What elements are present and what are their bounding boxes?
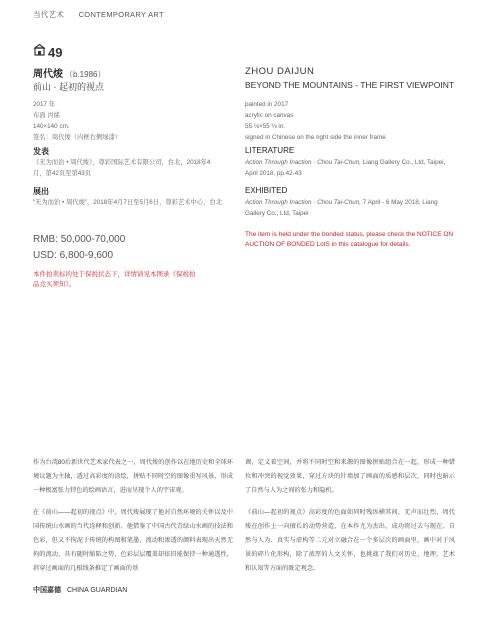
detail-signature-en: signed in Chinese on the right side the inner frame: [245, 134, 386, 141]
footer-brand-cn: 中国嘉德: [33, 587, 61, 594]
exhibition-title: Action Through Inaction · Chou Tai-Chun,: [245, 199, 361, 206]
exhibited-heading-cn: 展出: [33, 187, 49, 196]
artist-name-cn-line: [33, 65, 233, 80]
detail-size-en: 55 ⅛×55 ⅛ in.: [245, 123, 286, 130]
exhibited-heading-en: EXHIBITED: [245, 186, 288, 195]
estimate-usd: USD: 6,800-9,600: [33, 250, 114, 261]
artwork-title-en: BEYOND THE MOUNTAINS - THE FIRST VIEWPOINT: [245, 80, 455, 90]
detail-medium-en: acrylic on canvas: [245, 112, 294, 119]
header-section-cn: 当代艺术: [33, 10, 65, 19]
detail-year-en: painted in 2017: [245, 101, 289, 108]
artist-name-en: ZHOU DAIJUN: [245, 66, 315, 77]
exhibited-text-cn: “无为而治 • 周代焌”，2018年4月7日至5月6日，尊彩艺术中心，台北: [33, 199, 223, 206]
estimate-rmb: RMB: 50,000-70,000: [33, 234, 126, 245]
header-section-en: CONTEMPORARY ART: [78, 10, 164, 19]
artwork-title-cn: 前山 · 起初的视点: [33, 82, 104, 92]
bonded-notice-en: The item is held under the bonded status, please check the NOTICE ON AUCTION OF BONDED LotS in this catalogue for details.: [245, 231, 454, 248]
detail-size-cn: 140×140 cm.: [33, 123, 70, 130]
detail-medium-cn: 布面 丙烯: [33, 112, 60, 119]
literature-publisher: Liang Gallery Co., Ltd, Taipei, April 2018, pp.42-43: [245, 159, 446, 177]
footer-brand-en: CHINA GUARDIAN: [67, 587, 128, 594]
exhibition-venue: 7 April - 6 May 2018, Liang Gallery Co., Ltd, Taipei: [245, 199, 438, 217]
lot-number: 49: [48, 44, 63, 60]
bonded-notice-cn: 本件拍卖标的处于保税状态下，详情请见本图录《保税拍品竞买须知》。: [33, 271, 196, 288]
artist-dates: （b.1986）: [65, 70, 106, 79]
literature-book-title: Action Through Inaction · Chou Tai-Chun,: [245, 159, 361, 166]
artwork-details-en: [245, 99, 455, 143]
essay-paragraph: 作为台湾80后新世代艺术家代表之一，周代焌的创作以在地历史和全球环境议题为主轴，透过高彩度的涂绘，拼贴不同时空的图像重写风景，形成一种极富张力特色的绘画语言，进而呈现个人的宇宙观。: [33, 459, 233, 494]
essay-paragraph: 在《前山——起初的视点》中，周代焌展现了他对自然环境的关怀以及中国传统山水画的当代诠释和创新。他借鉴了中国古代青绿山水画的技法和色彩，但又不拘泥于传统的构图和笔墨，流动和渗透的颜料表现出天然无拘的流动，具有随时缩陷之势，色彩层层覆盖却依旧能保持一种通透性，斜穿过画面的几根线条推定了画面的基: [33, 509, 233, 572]
catalogue-header: [33, 9, 176, 20]
artwork-details-cn: [33, 99, 233, 143]
literature-text-cn: 《无为而治 • 周代焌》，尊彩国际艺术有限公司，台北，2018年4月，第42页至第43页: [33, 159, 211, 177]
literature-heading-cn: 发表: [33, 147, 49, 156]
detail-signature-cn: 签名：周代焌（内框右侧绿漆）: [33, 134, 122, 141]
literature-heading-en: LITERATURE: [245, 146, 295, 155]
artist-name-cn: 周代焌: [33, 69, 63, 80]
exhibited-text-en: [245, 197, 455, 219]
hammer-icon: [33, 43, 46, 61]
essay-paragraph: 《前山—起初的视点》高彩度的色面如同时残纵横其间，无声而壮烈，周代焌在创作上一向擅长的动势营造，在本作尤为杰出，成功将过去与现在、自然与人为、真实与虚构等二元对立融合在一个多层次的画面里，画中对于风景的碎片化形构，除了浓厚的人文关怀，也挑战了我们对历史、地理、艺术和认知等方面的既定观念。: [245, 509, 455, 572]
detail-year-cn: 2017 年: [33, 101, 56, 108]
literature-text-en: [245, 157, 455, 179]
price-estimate: [33, 232, 233, 264]
lot-number-block: [33, 43, 62, 61]
essay-left-column: [33, 456, 233, 576]
essay-right-column: [245, 456, 455, 576]
essay-paragraph: 调，定义着空间，并将不同时空和来源的图像拼贴组合在一起，形成一种错位和冲突的视觉效果，穿过方块的针墙加了画面的质感和层次，同时也暗示了自然与人为之间的张力和隐机。: [245, 459, 455, 494]
catalogue-footer: [33, 585, 127, 595]
